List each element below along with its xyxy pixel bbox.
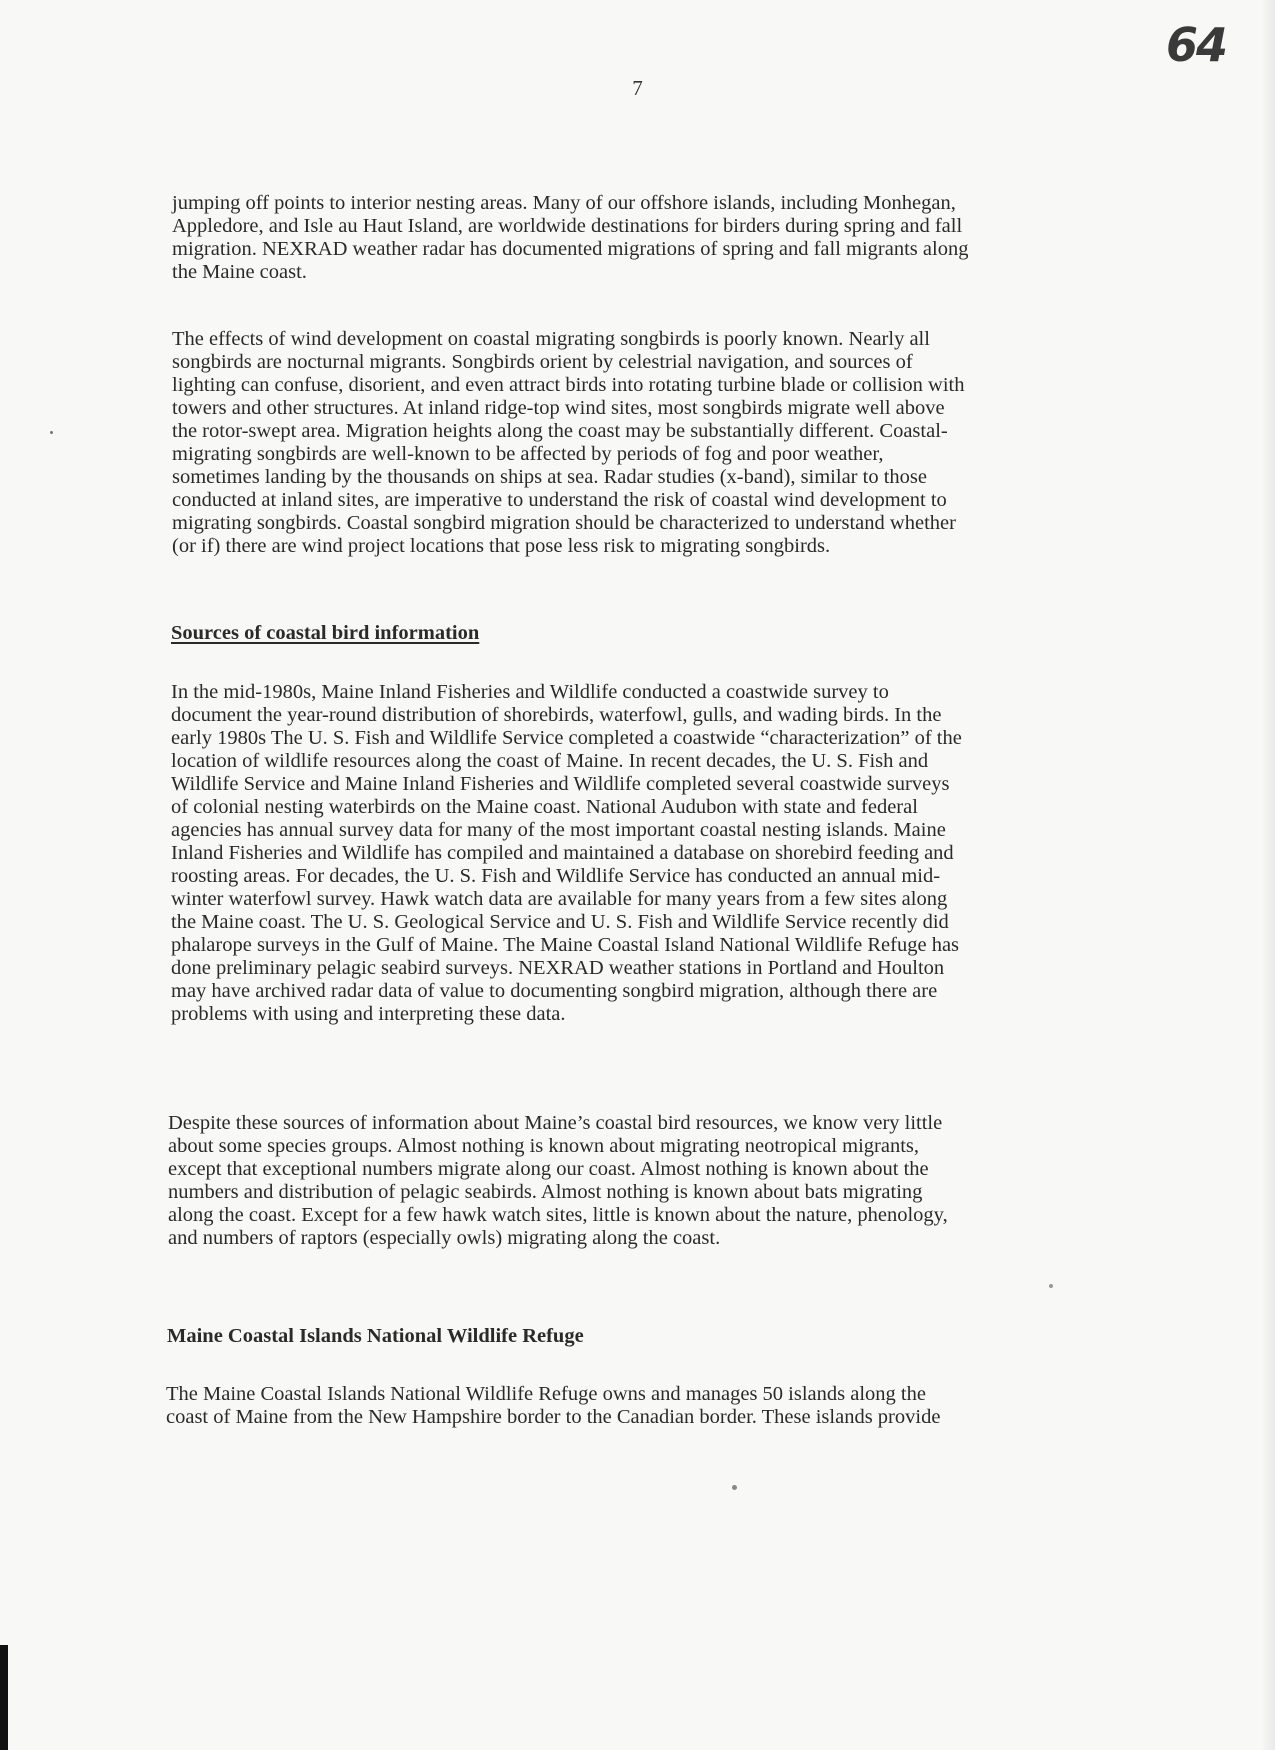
scan-speck bbox=[732, 1485, 737, 1490]
text-line: done preliminary pelagic seabird surveys. NEXRAD weather stations in Portland and Houlton bbox=[171, 957, 945, 979]
paragraph-surveys bbox=[171, 681, 962, 1026]
paragraph-refuge bbox=[166, 1383, 940, 1429]
text-line: winter waterfowl survey. Hawk watch data are available for many years from a few sites along bbox=[171, 888, 948, 910]
handwritten-page-number: 64 bbox=[1166, 18, 1227, 72]
text-line: (or if) there are wind project locations that pose less risk to migrating songbirds. bbox=[172, 535, 831, 557]
text-line: lighting can confuse, disorient, and even attract birds into rotating turbine blade or collision with bbox=[172, 374, 965, 396]
paragraph-knowledge-gaps bbox=[168, 1112, 948, 1250]
text-line: Wildlife Service and Maine Inland Fisheries and Wildlife completed several coastwide surveys bbox=[171, 773, 950, 795]
text-line: of colonial nesting waterbirds on the Maine coast. National Audubon with state and federal bbox=[171, 796, 918, 818]
text-line: In the mid-1980s, Maine Inland Fisheries and Wildlife conducted a coastwide survey to bbox=[171, 681, 889, 703]
text-line: the Maine coast. The U. S. Geological Service and U. S. Fish and Wildlife Service recently did bbox=[171, 911, 949, 933]
text-line: Inland Fisheries and Wildlife has compiled and maintained a database on shorebird feeding and bbox=[171, 842, 954, 864]
paragraph-wind-effects bbox=[172, 328, 964, 558]
text-line: about some species groups. Almost nothing is known about migrating neotropical migrants, bbox=[168, 1135, 920, 1157]
page-number: 7 bbox=[632, 76, 643, 100]
text-line: early 1980s The U. S. Fish and Wildlife Service completed a coastwide “characterization” of the bbox=[171, 727, 962, 749]
text-line: problems with using and interpreting these data. bbox=[171, 1003, 566, 1025]
text-line: migrating songbirds are well-known to be affected by periods of fog and poor weather, bbox=[172, 443, 884, 465]
text-line: The effects of wind development on coastal migrating songbirds is poorly known. Nearly all bbox=[172, 328, 930, 350]
text-line: songbirds are nocturnal migrants. Songbirds orient by celestrial navigation, and sources of bbox=[172, 351, 913, 373]
text-line: Despite these sources of information about Maine’s coastal bird resources, we know very little bbox=[168, 1112, 943, 1134]
text-line: sometimes landing by the thousands on ships at sea. Radar studies (x-band), similar to those bbox=[172, 466, 927, 488]
section-heading-sources: Sources of coastal bird information bbox=[171, 622, 480, 644]
text-line: numbers and distribution of pelagic seabirds. Almost nothing is known about bats migrating bbox=[168, 1181, 923, 1203]
text-line: roosting areas. For decades, the U. S. Fish and Wildlife Service has conducted an annual mid- bbox=[171, 865, 941, 887]
paragraph-migration-destinations bbox=[172, 192, 968, 284]
text-line: The Maine Coastal Islands National Wildlife Refuge owns and manages 50 islands along the bbox=[166, 1383, 926, 1405]
text-line: jumping off points to interior nesting areas. Many of our offshore islands, including Monhegan, bbox=[172, 192, 956, 214]
text-line: migrating songbirds. Coastal songbird migration should be characterized to understand whether bbox=[172, 512, 956, 534]
text-line: the rotor-swept area. Migration heights along the coast may be substantially different. Coastal- bbox=[172, 420, 948, 442]
text-line: conducted at inland sites, are imperative to understand the risk of coastal wind development to bbox=[172, 489, 947, 511]
text-line: except that exceptional numbers migrate along our coast. Almost nothing is known about the bbox=[168, 1158, 929, 1180]
text-line: agencies has annual survey data for many of the most important coastal nesting islands. Maine bbox=[171, 819, 946, 841]
scan-edge-shadow bbox=[1261, 0, 1275, 1750]
text-line: coast of Maine from the New Hampshire border to the Canadian border. These islands provide bbox=[166, 1406, 941, 1428]
text-line: and numbers of raptors (especially owls) migrating along the coast. bbox=[168, 1227, 721, 1249]
text-line: Appledore, and Isle au Haut Island, are worldwide destinations for birders during spring and fall bbox=[172, 215, 963, 237]
text-line: towers and other structures. At inland ridge-top wind sites, most songbirds migrate well above bbox=[172, 397, 945, 419]
scan-speck bbox=[50, 431, 53, 434]
scan-edge-bar bbox=[0, 1645, 8, 1750]
scan-speck bbox=[1049, 1284, 1053, 1288]
text-line: the Maine coast. bbox=[172, 261, 307, 283]
text-line: location of wildlife resources along the coast of Maine. In recent decades, the U. S. Fish and bbox=[171, 750, 929, 772]
text-line: phalarope surveys in the Gulf of Maine. The Maine Coastal Island National Wildlife Refuge has bbox=[171, 934, 960, 956]
text-line: document the year-round distribution of shorebirds, waterfowl, gulls, and wading birds. In the bbox=[171, 704, 942, 726]
text-line: migration. NEXRAD weather radar has documented migrations of spring and fall migrants along bbox=[172, 238, 969, 260]
text-line: along the coast. Except for a few hawk watch sites, little is known about the nature, phenology, bbox=[168, 1204, 948, 1226]
section-heading-refuge: Maine Coastal Islands National Wildlife Refuge bbox=[167, 1325, 584, 1347]
text-line: may have archived radar data of value to documenting songbird migration, although there are bbox=[171, 980, 938, 1002]
